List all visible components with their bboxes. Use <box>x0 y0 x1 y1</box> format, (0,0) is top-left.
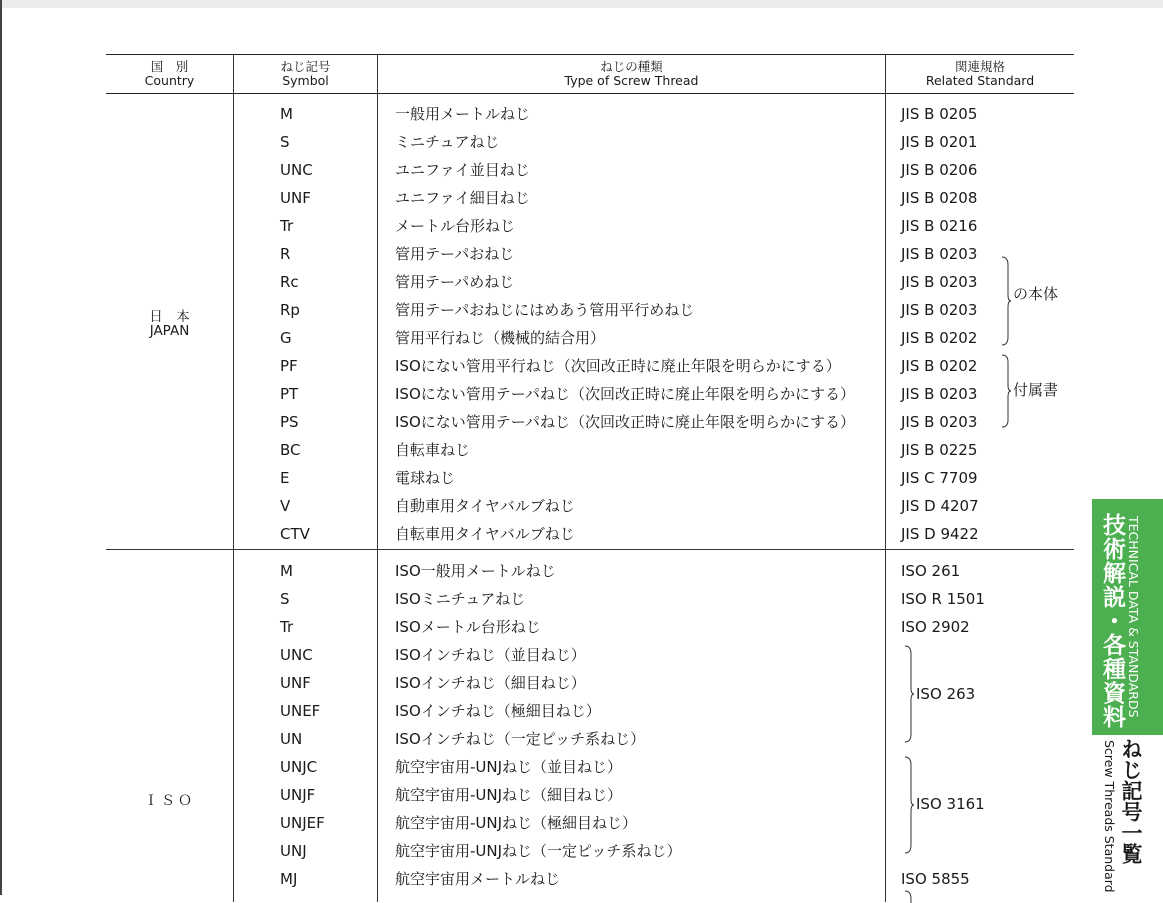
standard-cell: ISO 261 <box>901 562 961 580</box>
header-symbol <box>234 60 377 88</box>
brace-main-body <box>1000 255 1012 347</box>
symbol-cell: V <box>280 497 291 515</box>
brace-continued <box>903 889 915 903</box>
side-tab-title-en: TECHNICAL DATA & STANDARDS <box>1126 516 1141 718</box>
header-standard <box>886 60 1074 88</box>
header-standard-en: Related Standard <box>925 73 1035 88</box>
table-row <box>106 268 1074 296</box>
table-row <box>106 436 1074 464</box>
type-cell: 一般用メートルねじ <box>395 105 531 123</box>
page-left-border <box>0 0 2 895</box>
type-cell: ユニファイ並目ねじ <box>395 161 530 179</box>
type-cell: 航空宇宙用-UNJねじ（一定ピッチ系ねじ） <box>395 842 682 860</box>
table-row <box>106 324 1074 352</box>
symbol-cell: UNC <box>280 161 313 179</box>
symbol-cell: Rc <box>280 273 299 291</box>
symbol-cell: BC <box>280 441 301 459</box>
type-cell: ISOミニチュアねじ <box>395 590 526 608</box>
section-title-en: Screw Threads Standard <box>1102 740 1117 893</box>
standard-cell: JIS B 0201 <box>901 133 978 151</box>
type-cell: 管用平行ねじ（機械的結合用） <box>395 329 606 347</box>
standard-cell: JIS D 9422 <box>901 525 979 543</box>
type-cell: ISOインチねじ（細目ねじ） <box>395 674 586 692</box>
table-row <box>106 184 1074 212</box>
table-row <box>106 865 1074 893</box>
section-separator <box>106 549 1074 550</box>
standard-cell: JIS B 0203 <box>901 301 978 319</box>
table-row <box>106 464 1074 492</box>
table-row <box>106 837 1074 865</box>
standard-cell: JIS D 4207 <box>901 497 979 515</box>
type-cell: 管用テーパおねじにはめあう管用平行めねじ <box>395 301 695 319</box>
table-row <box>106 520 1074 548</box>
table-row <box>106 809 1074 837</box>
type-cell: 管用テーパめねじ <box>395 273 515 291</box>
type-cell: 自動車用タイヤバルブねじ <box>395 497 575 515</box>
symbol-cell: Tr <box>280 217 294 235</box>
symbol-cell: Tr <box>280 618 294 636</box>
symbol-cell: R <box>280 245 291 263</box>
standard-cell: JIS B 0203 <box>901 245 978 263</box>
table-row <box>106 641 1074 669</box>
table-header <box>106 54 1074 94</box>
header-country-jp: 国 別 <box>150 59 189 74</box>
symbol-cell: UNEF <box>280 702 321 720</box>
symbol-cell: E <box>280 469 290 487</box>
standard-cell: JIS B 0205 <box>901 105 978 123</box>
section-title-jp: ねじ記号一覧 <box>1119 738 1143 864</box>
type-cell: 航空宇宙用メートルねじ <box>395 870 561 888</box>
brace-main-label: の本体 <box>1013 285 1059 303</box>
standard-cell: JIS B 0203 <box>901 273 978 291</box>
table-row <box>106 380 1074 408</box>
type-cell: ISOインチねじ（極細目ねじ） <box>395 702 601 720</box>
symbol-cell: Rp <box>280 301 300 319</box>
standard-cell: JIS B 0208 <box>901 189 978 207</box>
symbol-cell: CTV <box>280 525 310 543</box>
header-standard-jp: 関連規格 <box>954 59 1005 74</box>
standard-cell: JIS B 0203 <box>901 413 978 431</box>
symbol-cell: M <box>280 562 293 580</box>
standard-cell: ISO 2902 <box>901 618 970 636</box>
header-symbol-jp: ねじ記号 <box>280 59 331 74</box>
type-cell: 航空宇宙用-UNJねじ（極細目ねじ） <box>395 814 638 832</box>
type-cell: ISO一般用メートルねじ <box>395 562 556 580</box>
type-cell: ISOインチねじ（一定ピッチ系ねじ） <box>395 730 646 748</box>
table-row <box>106 212 1074 240</box>
type-cell: 電球ねじ <box>395 469 456 487</box>
header-type-en: Type of Screw Thread <box>564 73 699 88</box>
standard-cell: JIS B 0206 <box>901 161 978 179</box>
standard-cell: JIS C 7709 <box>901 469 978 487</box>
top-margin-bar <box>0 0 1163 8</box>
table-row <box>106 296 1074 324</box>
type-cell: 管用テーパおねじ <box>395 245 515 263</box>
brace-iso-unj <box>903 755 915 855</box>
symbol-cell: MJ <box>280 870 298 888</box>
type-cell: 自転車ねじ <box>395 441 471 459</box>
table-row <box>106 240 1074 268</box>
header-type-jp: ねじの種類 <box>600 59 663 74</box>
table-row <box>106 100 1074 128</box>
type-cell: 航空宇宙用-UNJねじ（並目ねじ） <box>395 758 623 776</box>
column-divider <box>377 55 378 93</box>
table-row <box>106 408 1074 436</box>
type-cell: ISOメートル台形ねじ <box>395 618 541 636</box>
type-cell: ISOにない管用テーパねじ（次回改正時に廃止年限を明らかにする） <box>395 385 856 403</box>
symbol-cell: UNC <box>280 646 313 664</box>
symbol-cell: UNF <box>280 674 311 692</box>
table-row <box>106 128 1074 156</box>
header-country-en: Country <box>144 73 195 88</box>
symbol-cell: S <box>280 590 290 608</box>
brace-iso-inch-label: ISO 263 <box>916 685 976 703</box>
header-symbol-en: Symbol <box>282 73 329 88</box>
symbol-cell: UNF <box>280 189 311 207</box>
type-cell: ユニファイ細目ねじ <box>395 189 530 207</box>
symbol-cell: M <box>280 105 293 123</box>
country-jp: 日 本 <box>149 309 190 325</box>
table-row <box>106 725 1074 753</box>
symbol-cell: UNJF <box>280 786 316 804</box>
symbol-cell: PF <box>280 357 298 375</box>
standard-cell: JIS B 0225 <box>901 441 978 459</box>
country-en: JAPAN <box>149 323 190 339</box>
header-type <box>378 60 885 88</box>
brace-iso-unj-label: ISO 3161 <box>916 795 985 813</box>
symbol-cell: UNJ <box>280 842 307 860</box>
brace-annex <box>1000 353 1012 429</box>
column-divider <box>885 55 886 93</box>
symbol-cell: G <box>280 329 292 347</box>
standard-cell: JIS B 0202 <box>901 357 978 375</box>
symbol-cell: PT <box>280 385 299 403</box>
type-cell: ISOインチねじ（並目ねじ） <box>395 646 586 664</box>
table-row <box>106 613 1074 641</box>
table-row <box>106 753 1074 781</box>
type-cell: ISOにない管用テーパねじ（次回改正時に廃止年限を明らかにする） <box>395 413 856 431</box>
symbol-cell: UN <box>280 730 303 748</box>
table-row <box>106 352 1074 380</box>
brace-iso-inch <box>903 644 915 744</box>
symbol-cell: UNJC <box>280 758 318 776</box>
type-cell: メートル台形ねじ <box>395 217 516 235</box>
symbol-cell: S <box>280 133 290 151</box>
side-tab-title-jp: 技術解説・各種資料 <box>1099 513 1125 729</box>
brace-annex-label: 付属書 <box>1013 381 1059 399</box>
standard-cell: JIS B 0203 <box>901 385 978 403</box>
screw-thread-table <box>106 54 1074 888</box>
header-country <box>106 60 233 88</box>
country-iso: ＩＳＯ <box>144 793 195 809</box>
type-cell: ISOにない管用平行ねじ（次回改正時に廃止年限を明らかにする） <box>395 357 841 375</box>
column-divider <box>233 55 234 93</box>
standard-cell: ISO R 1501 <box>901 590 985 608</box>
type-cell: 航空宇宙用-UNJねじ（細目ねじ） <box>395 786 623 804</box>
japan-section <box>106 100 1074 548</box>
standard-cell: JIS B 0202 <box>901 329 978 347</box>
table-row <box>106 156 1074 184</box>
type-cell: 自転車用タイヤバルブねじ <box>395 525 575 543</box>
table-row <box>106 585 1074 613</box>
iso-section <box>106 557 1074 897</box>
symbol-cell: UNJEF <box>280 814 325 832</box>
symbol-cell: PS <box>280 413 299 431</box>
type-cell: ミニチュアねじ <box>395 133 500 151</box>
table-row <box>106 492 1074 520</box>
standard-cell: JIS B 0216 <box>901 217 978 235</box>
standard-cell: ISO 5855 <box>901 870 970 888</box>
table-row <box>106 557 1074 585</box>
